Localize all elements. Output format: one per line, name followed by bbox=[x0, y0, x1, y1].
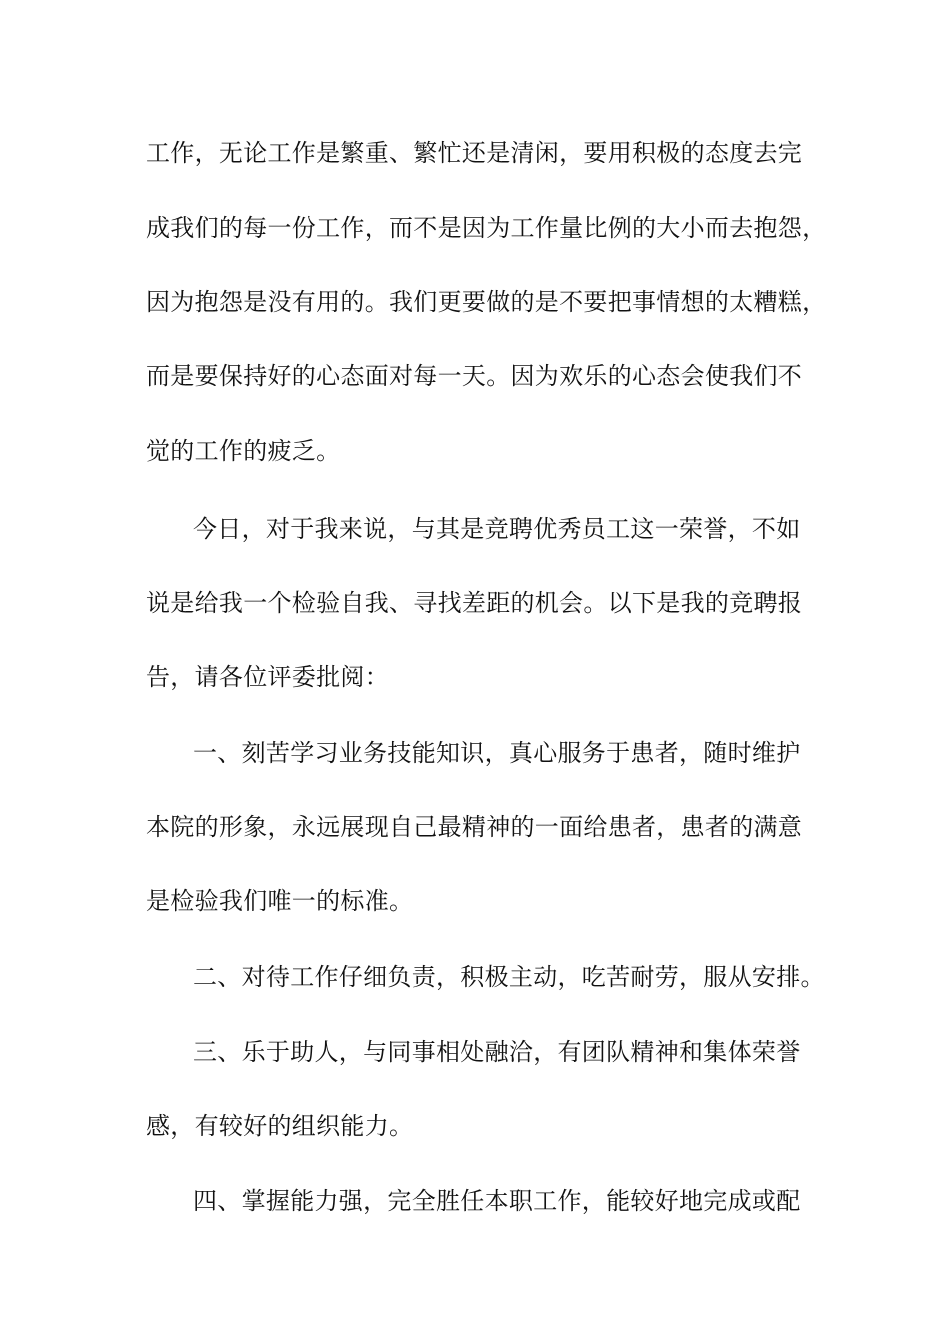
paragraph-start-line: 今日，对于我来说，与其是竞聘优秀员工这一荣誉，不如 bbox=[193, 515, 801, 543]
text-line: 因为抱怨是没有用的。我们更要做的是不要把事情想的太糟糕， bbox=[146, 288, 827, 316]
text-line: 感，有较好的组织能力。 bbox=[146, 1112, 414, 1140]
list-item-3-line: 三、乐于助人，与同事相处融洽，有团队精神和集体荣誉 bbox=[193, 1038, 801, 1066]
text-line: 而是要保持好的心态面对每一天。因为欢乐的心态会使我们不 bbox=[146, 362, 803, 390]
text-line: 是检验我们唯一的标准。 bbox=[146, 887, 414, 915]
text-line: 本院的形象，永远展现自己最精神的一面给患者，患者的满意 bbox=[146, 813, 803, 841]
text-line: 觉的工作的疲乏。 bbox=[146, 437, 341, 465]
list-item-1-line: 一、刻苦学习业务技能知识，真心服务于患者，随时维护 bbox=[193, 739, 801, 767]
text-line: 告，请各位评委批阅： bbox=[146, 663, 389, 691]
text-line: 成我们的每一份工作，而不是因为工作量比例的大小而去抱怨， bbox=[146, 214, 827, 242]
list-item-2-line: 二、对待工作仔细负责，积极主动，吃苦耐劳，服从安排。 bbox=[193, 963, 825, 991]
text-line: 工作，无论工作是繁重、繁忙还是清闲，要用积极的态度去完 bbox=[146, 139, 803, 167]
list-item-4-line: 四、掌握能力强，完全胜任本职工作，能较好地完成或配 bbox=[193, 1187, 801, 1215]
text-line: 说是给我一个检验自我、寻找差距的机会。以下是我的竞聘报 bbox=[146, 589, 803, 617]
